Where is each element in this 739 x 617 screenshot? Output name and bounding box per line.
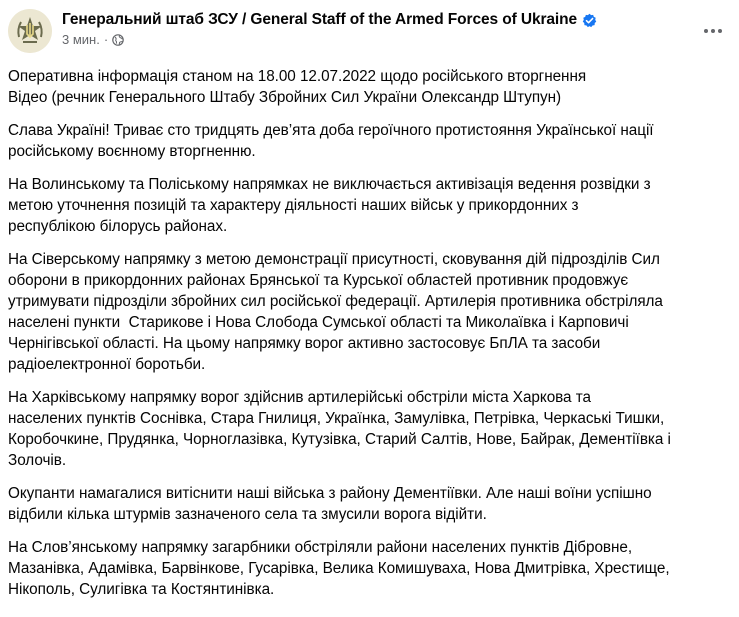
globe-icon[interactable]: [112, 34, 124, 46]
post-line: Мазанівка, Адамівка, Барвінкове, Гусарівка, Велика Комишуваха, Нова Дмитрівка, Хрестище,: [8, 560, 670, 577]
post-line: Чернігівської області. На цьому напрямку ворог активно застосовує БпЛА та засоби: [8, 335, 601, 352]
post-line: оборони в прикордонних районах Брянської та Курської областей противник продовжує: [8, 272, 629, 289]
post-line: Золочів.: [8, 452, 67, 469]
post-line: республікою білорусь районах.: [8, 218, 228, 235]
post-meta: [62, 32, 681, 47]
post-paragraph-2: [8, 120, 729, 162]
more-options-button[interactable]: [695, 13, 731, 49]
page-name-row: [62, 11, 681, 29]
post-line: На Волинському та Поліському напрямках не виключається активізація ведення розвідки з: [8, 176, 651, 193]
header-text: [62, 11, 681, 47]
post-line: На Слов’янському напрямку загарбники обстріляли райони населених пунктів Дібровне,: [8, 539, 633, 556]
post-timestamp[interactable]: 3 мин.: [62, 32, 100, 47]
post-line: Окупанти намагалися витіснити наші війська з району Дементіївки. Але наші воїни успішно: [8, 485, 652, 502]
post-paragraph-7: [8, 537, 729, 600]
post-line: утримувати підрозділи збройних сил російської федерації. Артилерія противника обстріляла: [8, 293, 663, 310]
post-header: [8, 9, 731, 55]
post-line: На Харківському напрямку ворог здійснив артилерійські обстріли міста Харкова та: [8, 389, 591, 406]
post-line: відбили кілька штурмів зазначеного села та змусили ворога відійти.: [8, 506, 487, 523]
post-paragraph-3: [8, 174, 729, 237]
post-line: Слава Україні! Триває сто тридцять дев’ята доба героїчного протистояння Української нації: [8, 122, 654, 139]
more-options-icon: [704, 29, 722, 33]
post-line: Відео (речник Генерального Штабу Збройних Сил України Олександр Штупун): [8, 89, 562, 106]
post-line: Коробочкине, Прудянка, Чорноглазівка, Кутузівка, Старий Салтів, Нове, Байрак, Дементіївка і: [8, 431, 671, 448]
post-line: метою уточнення позицій та характеру діяльності наших військ у прикордонних з: [8, 197, 579, 214]
meta-separator: ·: [103, 32, 109, 47]
post-line: російському воєнному вторгненню.: [8, 143, 256, 160]
post-line: Оперативна інформація станом на 18.00 12.07.2022 щодо російського вторгнення: [8, 68, 587, 85]
post-line: Нікополь, Сулигівка та Костянтинівка.: [8, 581, 275, 598]
post-line: населених пунктів Соснівка, Стара Гнилиця, Українка, Замулівка, Петрівка, Черкаські Тишки,: [8, 410, 665, 427]
post-paragraph-1: [8, 66, 729, 108]
post-paragraph-4: [8, 249, 729, 375]
page-name-link[interactable]: Генеральний штаб ЗСУ / General Staff of the Armed Forces of Ukraine: [62, 11, 578, 28]
post-line: населені пункти Старикове і Нова Слобода Сумської області та Миколаївка і Карповичі: [8, 314, 629, 331]
verified-badge-icon: [582, 13, 597, 28]
post-line: радіоелектронної боротьби.: [8, 356, 206, 373]
post-line: На Сіверському напрямку з метою демонстрації присутності, сковування дій підрозділів Сил: [8, 251, 660, 268]
avatar[interactable]: [8, 9, 52, 53]
post-paragraph-6: [8, 483, 729, 525]
general-staff-emblem-icon: [8, 9, 52, 53]
post-body: [8, 66, 729, 612]
post-paragraph-5: [8, 387, 729, 471]
